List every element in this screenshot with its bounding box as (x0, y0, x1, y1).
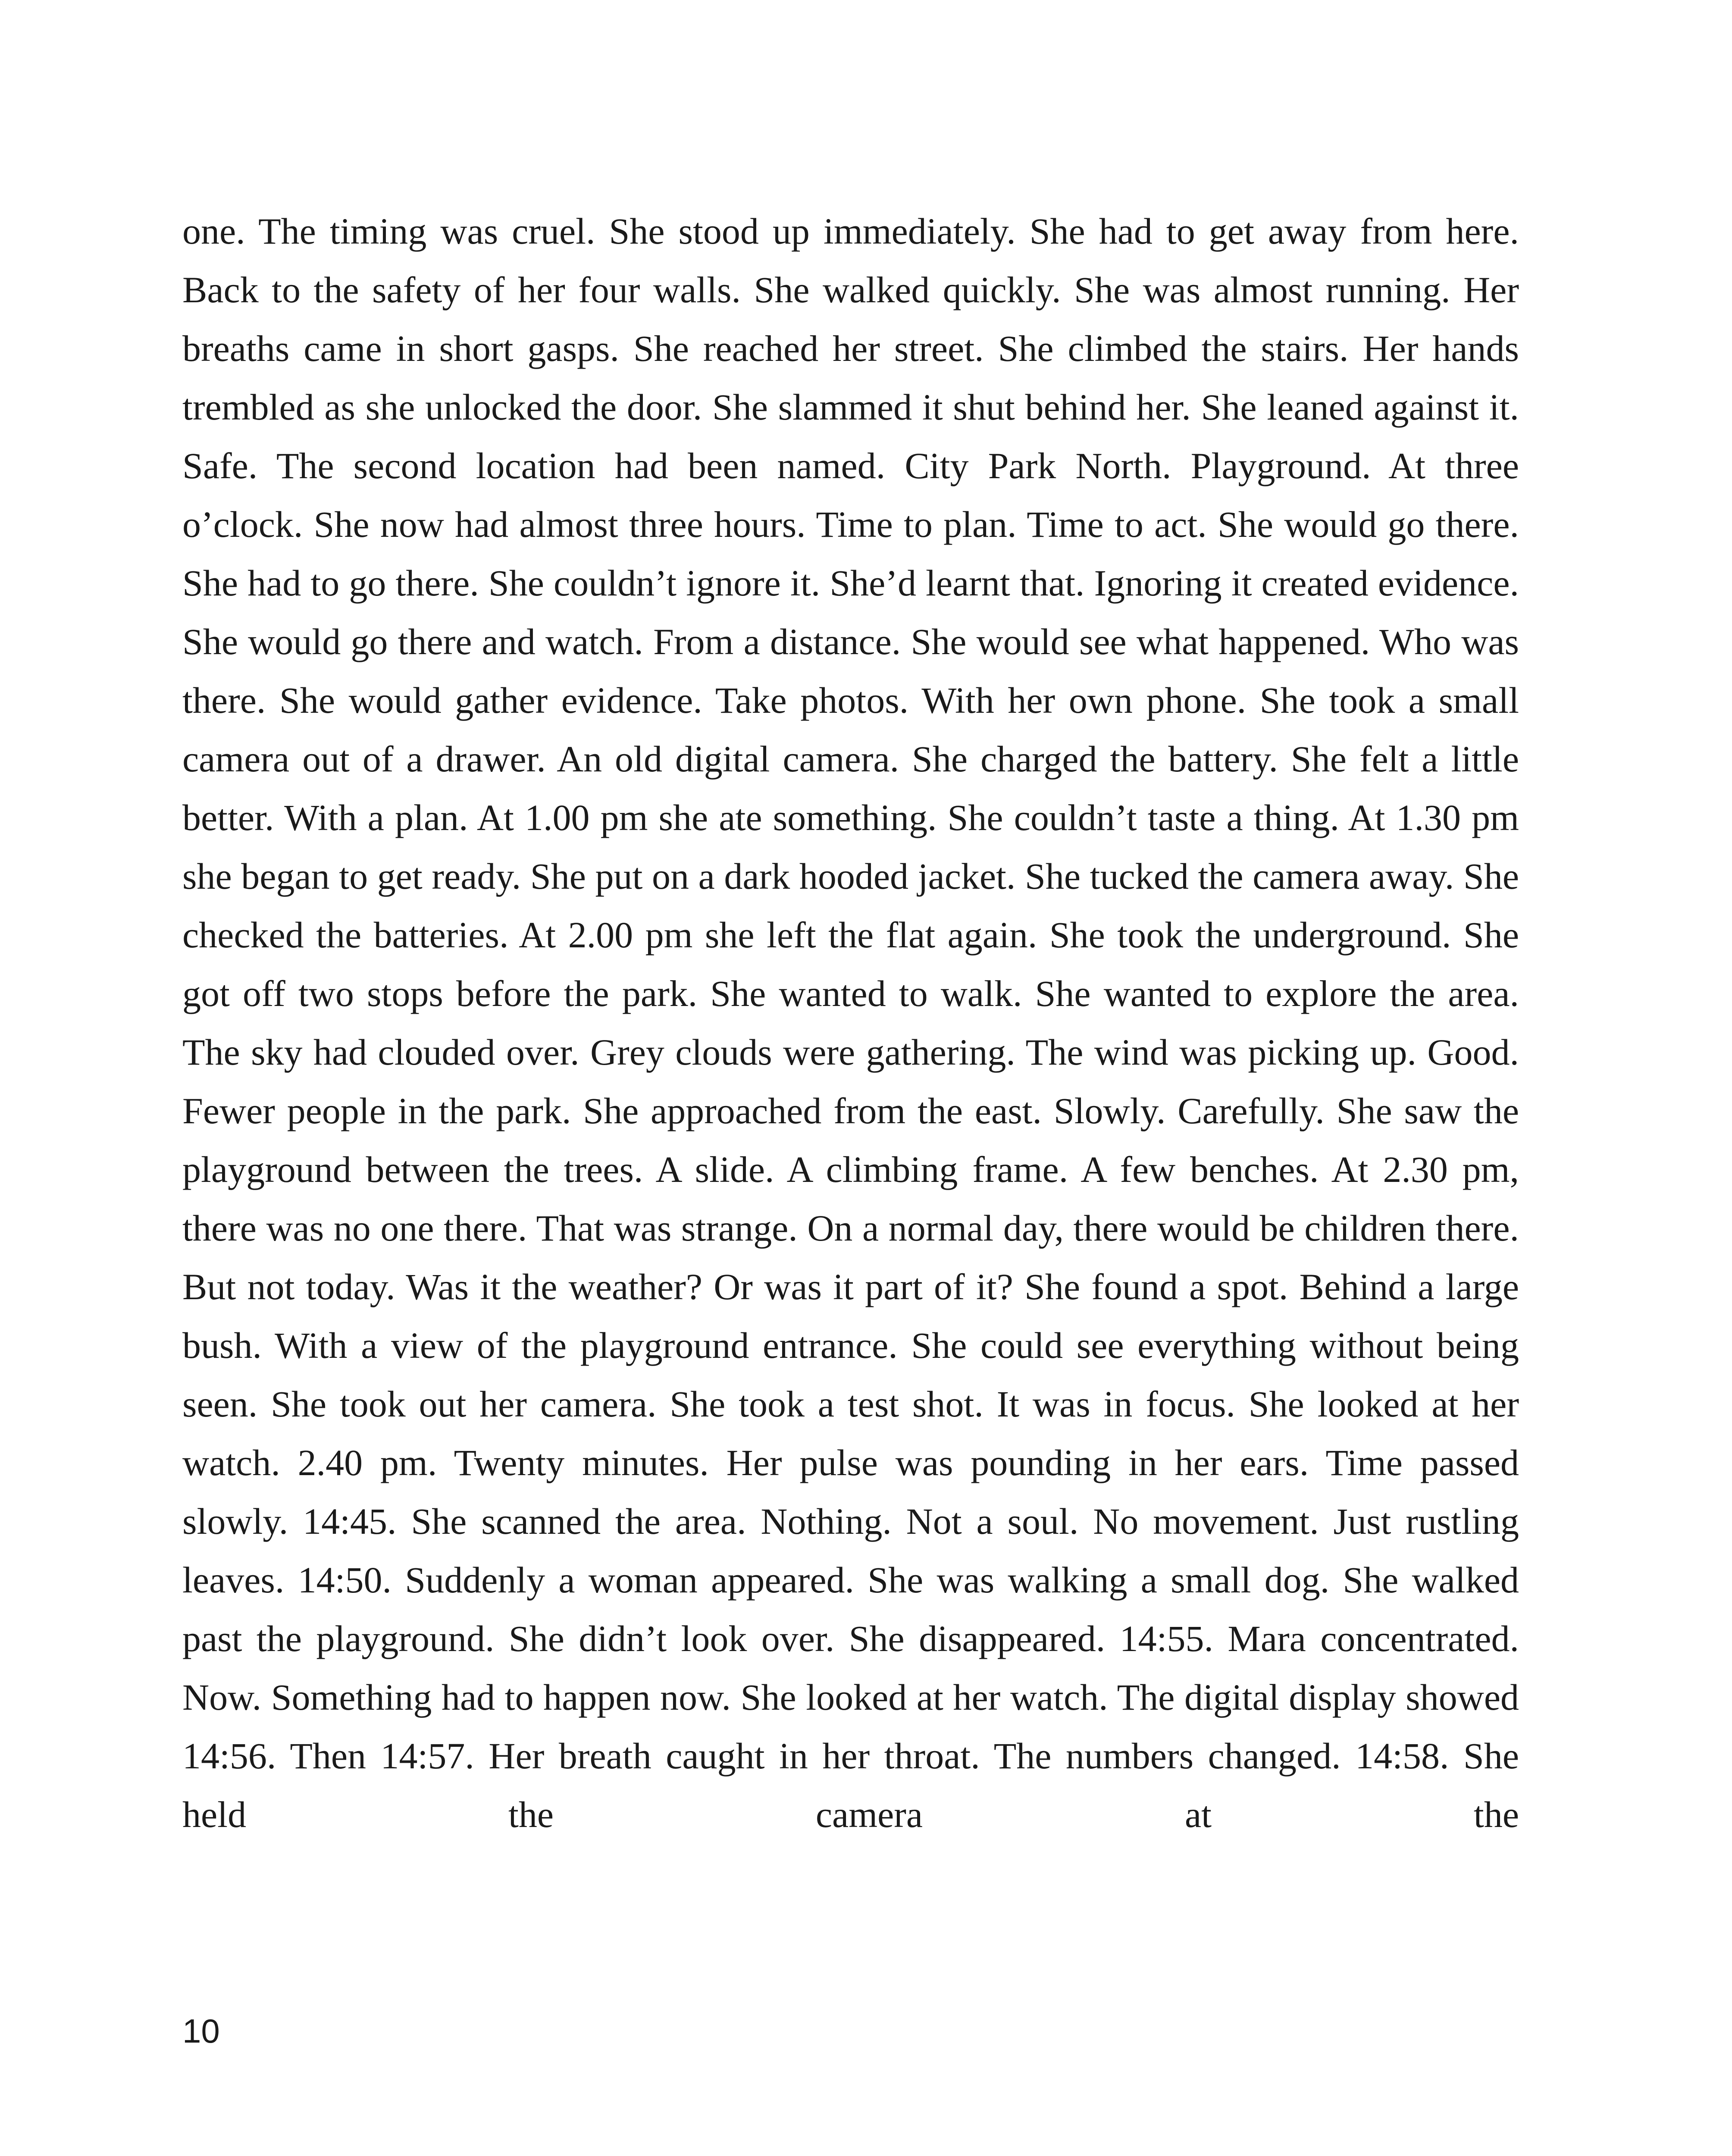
page-number: 10 (182, 2012, 220, 2050)
body-paragraph: one. The timing was cruel. She stood up immediately. She had to get away from here. Back to the safety of her four walls. She walked quickly. She was almost running. Her breaths came in short gasps. She reached her street. She climbed the stairs. Her hands trembled as she unlocked the door. She slammed it shut behind her. She leaned against it. Safe. The second location had been named. City Park North. Playground. At three o’clock. She now had almost three hours. Time to plan. Time to act. She would go there. She had to go there. She couldn’t ignore it. She’d learnt that. Ignoring it created evidence. She would go there and watch. From a distance. She would see what happened. Who was there. She would gather evidence. Take photos. With her own phone. She took a small camera out of a drawer. An old digital camera. She charged the battery. She felt a little better. With a plan. At 1.00 pm she ate something. She couldn’t taste a thing. At 1.30 pm she began to get ready. She put on a dark hooded jacket. She tucked the camera away. She checked the batteries. At 2.00 pm she left the flat again. She took the underground. She got off two stops before the park. She wanted to walk. She wanted to explore the area. The sky had clouded over. Grey clouds were gathering. The wind was picking up. Good. Fewer people in the park. She approached from the east. Slowly. Carefully. She saw the playground between the trees. A slide. A climbing frame. A few benches. At 2.30 pm, there was no one there. That was strange. On a normal day, there would be children there. But not today. Was it the weather? Or was it part of it? She found a spot. Behind a large bush. With a view of the playground entrance. She could see everything without being seen. She took out her camera. She took a test shot. It was in focus. She looked at her watch. 2.40 pm. Twenty minutes. Her pulse was pounding in her ears. Time passed slowly. 14:45. She scanned the area. Nothing. Not a soul. No movement. Just rustling leaves. 14:50. Suddenly a woman appeared. She was walking a small dog. She walked past the playground. She didn’t look over. She disappeared. 14:55. Mara concentrated. Now. Something had to happen now. She looked at her watch. The digital display showed 14:56. Then 14:57. Her breath caught in her throat. The numbers changed. 14:58. She held the camera at the (182, 210, 1519, 1835)
